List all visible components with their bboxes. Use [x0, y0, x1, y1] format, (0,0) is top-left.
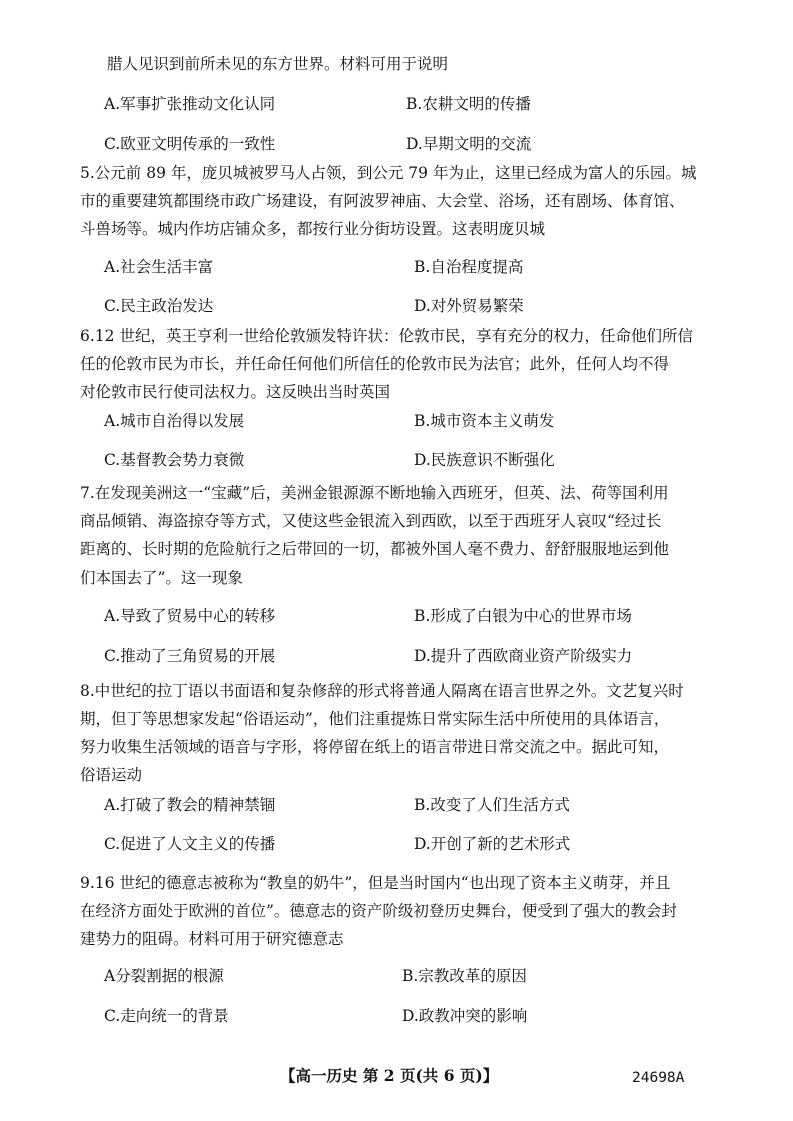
q7-stem-line-4: 们本国去了”。这一现象 [80, 569, 243, 587]
q4-option-c: C.欧亚文明传承的一致性 [104, 135, 276, 153]
q8-stem-line-4: 俗语运动 [80, 766, 143, 784]
q5-option-a: A.社会生活丰富 [104, 258, 214, 276]
q5-option-c: C.民主政治发达 [104, 297, 214, 315]
q6-option-a: A.城市自治得以发展 [104, 412, 245, 430]
q9-stem-line-1: 9.16 世纪的德意志被称为“教皇的奶牛”，但是当时国内“也出现了资本主义萌芽，并且 [80, 874, 671, 892]
q7-option-c: C.推动了三角贸易的开展 [104, 647, 276, 665]
q6-option-d: D.民族意识不断强化 [414, 451, 555, 469]
q9-option-a: A分裂割据的根源 [104, 967, 224, 985]
q5-option-b: B.自治程度提高 [414, 258, 524, 276]
q5-stem-line-2: 市的重要建筑都围绕市政广场建设，有阿波罗神庙、大会堂、浴场，还有剧场、体育馆、 [80, 192, 685, 210]
q7-option-a: A.导致了贸易中心的转移 [104, 607, 276, 625]
q7-stem-line-3: 距离的、长时期的危险航行之后带回的一切，都被外国人毫不费力、舒舒服服地运到他 [80, 540, 670, 558]
q4-option-b: B.农耕文明的传播 [406, 95, 531, 113]
q4-option-a: A.军事扩张推动文化认同 [104, 95, 276, 113]
q8-stem-line-2: 期，但丁等思想家发起“俗语运动”，他们注重提炼日常实际生活中所使用的具体语言， [80, 710, 670, 728]
q5-stem-line-1: 5.公元前 89 年，庞贝城被罗马人占领，到公元 79 年为止，这里已经成为富人的乐园。城 [80, 164, 697, 182]
q9-option-d: D.政教冲突的影响 [402, 1007, 528, 1025]
q6-stem-line-2: 任的伦敦市民为市长，并任命任何他们所信任的伦敦市民为法官；此外，任何人均不得 [80, 355, 670, 373]
q5-option-d: D.对外贸易繁荣 [414, 297, 524, 315]
q8-option-d: D.开创了新的艺术形式 [414, 835, 571, 853]
page-footer-label: 【高一历史 第 2 页(共 6 页)】 [280, 1066, 499, 1085]
q9-option-c: C.走向统一的背景 [104, 1007, 229, 1025]
paper-code: 24698A [632, 1070, 685, 1086]
q9-stem-line-3: 建势力的阻碍。材料可用于研究德意志 [80, 930, 344, 948]
q4-text-continuation: 腊人见识到前所未见的东方世界。材料可用于说明 [107, 55, 449, 73]
q8-option-b: B.改变了人们生活方式 [414, 796, 570, 814]
q9-stem-line-2: 在经济方面处于欧洲的首位”。德意志的资产阶级初登历史舞台，便受到了强大的教会封 [80, 902, 677, 920]
q5-stem-line-3: 斗兽场等。城内作坊店铺众多，都按行业分街坊设置。这表明庞贝城 [80, 220, 546, 238]
q6-stem-line-3: 对伦敦市民行使司法权力。这反映出当时英国 [80, 383, 391, 401]
q7-option-b: B.形成了白银为中心的世界市场 [414, 607, 632, 625]
q4-option-d: D.早期文明的交流 [406, 135, 532, 153]
q9-option-b: B.宗教改革的原因 [402, 967, 527, 985]
q6-option-b: B.城市资本主义萌发 [414, 412, 555, 430]
q8-stem-line-1: 8.中世纪的拉丁语以书面语和复杂修辞的形式将普通人隔离在语言世界之外。文艺复兴时 [80, 682, 684, 700]
q7-stem-line-2: 商品倾销、海盗掠夺等方式，又使这些金银流入到西欧，以至于西班牙人哀叹“经过长 [80, 512, 662, 530]
q8-stem-line-3: 努力收集生活领域的语音与字形，将停留在纸上的语言带进日常交流之中。据此可知， [80, 738, 670, 756]
q8-option-c: C.促进了人文主义的传播 [104, 835, 276, 853]
q6-option-c: C.基督教会势力衰微 [104, 451, 245, 469]
q7-option-d: D.提升了西欧商业资产阶级实力 [414, 647, 633, 665]
q6-stem-line-1: 6.12 世纪，英王亨利一世给伦敦颁发特许状：伦敦市民，享有充分的权力，任命他们所信 [80, 327, 693, 345]
q8-option-a: A.打破了教会的精神禁锢 [104, 796, 276, 814]
q7-stem-line-1: 7.在发现美洲这一“宝藏”后，美洲金银源源不断地输入西班牙，但英、法、荷等国利用 [80, 484, 669, 502]
